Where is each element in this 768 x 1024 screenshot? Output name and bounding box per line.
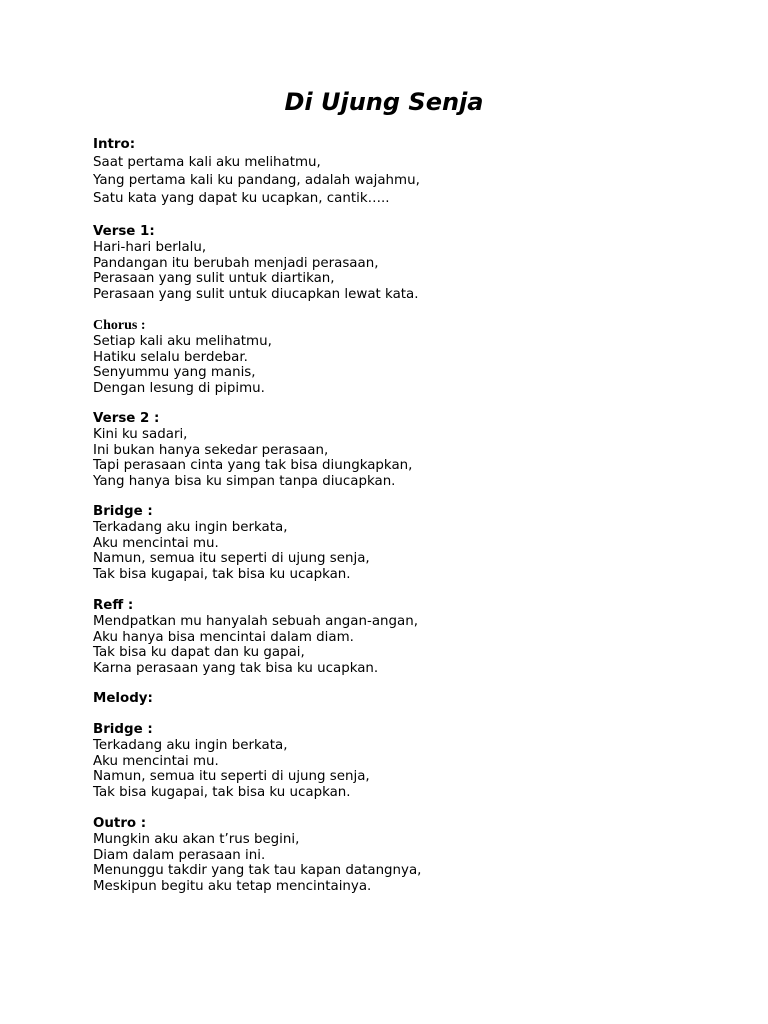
lyric-line: Pandangan itu berubah menjadi perasaan, [93, 255, 379, 271]
lyric-line: Yang pertama kali ku pandang, adalah wajahmu, [93, 173, 420, 188]
section-bridge-1 [93, 504, 713, 582]
lyric-line: Setiap kali aku melihatmu, [93, 334, 272, 349]
section-heading: Verse 1: [93, 224, 155, 239]
lyric-line: Tak bisa kugapai, tak bisa ku ucapkan. [93, 784, 351, 800]
section-heading: Intro: [93, 137, 136, 152]
section-heading: Melody: [93, 691, 153, 706]
section-bridge-2 [93, 722, 713, 800]
section-heading: Bridge : [93, 504, 153, 519]
lyric-line: Saat pertama kali aku melihatmu, [93, 155, 321, 170]
lyric-line: Namun, semua itu seperti di ujung senja, [93, 769, 370, 785]
lyric-line: Kini ku sadari, [93, 427, 188, 442]
lyric-line: Terkadang aku ingin berkata, [93, 738, 288, 753]
section-verse-2 [93, 411, 713, 489]
lyric-line: Terkadang aku ingin berkata, [93, 520, 288, 535]
section-intro [93, 136, 713, 208]
lyric-line: Aku mencintai mu. [93, 535, 219, 551]
lyric-line: Tak bisa ku dapat dan ku gapai, [93, 645, 305, 661]
section-reff [93, 598, 713, 676]
lyric-line: Satu kata yang dapat ku ucapkan, cantik….. [93, 191, 390, 206]
lyric-line: Ini bukan hanya sekedar perasaan, [93, 442, 329, 458]
lyric-line: Perasaan yang sulit untuk diucapkan lewat kata. [93, 286, 419, 302]
section-heading: Verse 2 : [93, 411, 160, 426]
lyric-line: Namun, semua itu seperti di ujung senja, [93, 551, 370, 567]
section-chorus [93, 318, 713, 396]
lyric-line: Tapi perasaan cinta yang tak bisa diungkapkan, [93, 458, 413, 474]
lyric-line: Aku hanya bisa mencintai dalam diam. [93, 629, 354, 645]
lyric-line: Hatiku selalu berdebar. [93, 349, 248, 365]
lyric-line: Senyummu yang manis, [93, 365, 256, 381]
lyric-line: Karna perasaan yang tak bisa ku ucapkan. [93, 660, 379, 676]
lyric-line: Menunggu takdir yang tak tau kapan datangnya, [93, 863, 422, 879]
song-title: Di Ujung Senja [284, 88, 484, 116]
lyric-line: Perasaan yang sulit untuk diartikan, [93, 271, 335, 287]
section-heading: Chorus : [93, 318, 146, 333]
lyric-line: Mungkin aku akan t’rus begini, [93, 832, 300, 847]
section-heading: Reff : [93, 598, 134, 613]
lyric-line: Aku mencintai mu. [93, 753, 219, 769]
section-outro [93, 816, 713, 894]
lyric-line: Dengan lesung di pipimu. [93, 380, 265, 396]
lyric-line: Yang hanya bisa ku simpan tanpa diucapkan. [93, 473, 396, 489]
lyric-line: Hari-hari berlalu, [93, 240, 207, 255]
lyric-line: Meskipun begitu aku tetap mencintainya. [93, 878, 372, 894]
section-heading: Outro : [93, 816, 147, 831]
section-verse-1 [93, 224, 713, 302]
lyric-line: Tak bisa kugapai, tak bisa ku ucapkan. [93, 566, 351, 582]
section-heading: Bridge : [93, 722, 153, 737]
lyric-line: Mendpatkan mu hanyalah sebuah angan-angan, [93, 614, 418, 629]
section-melody [93, 691, 713, 707]
lyric-line: Diam dalam perasaan ini. [93, 847, 266, 863]
